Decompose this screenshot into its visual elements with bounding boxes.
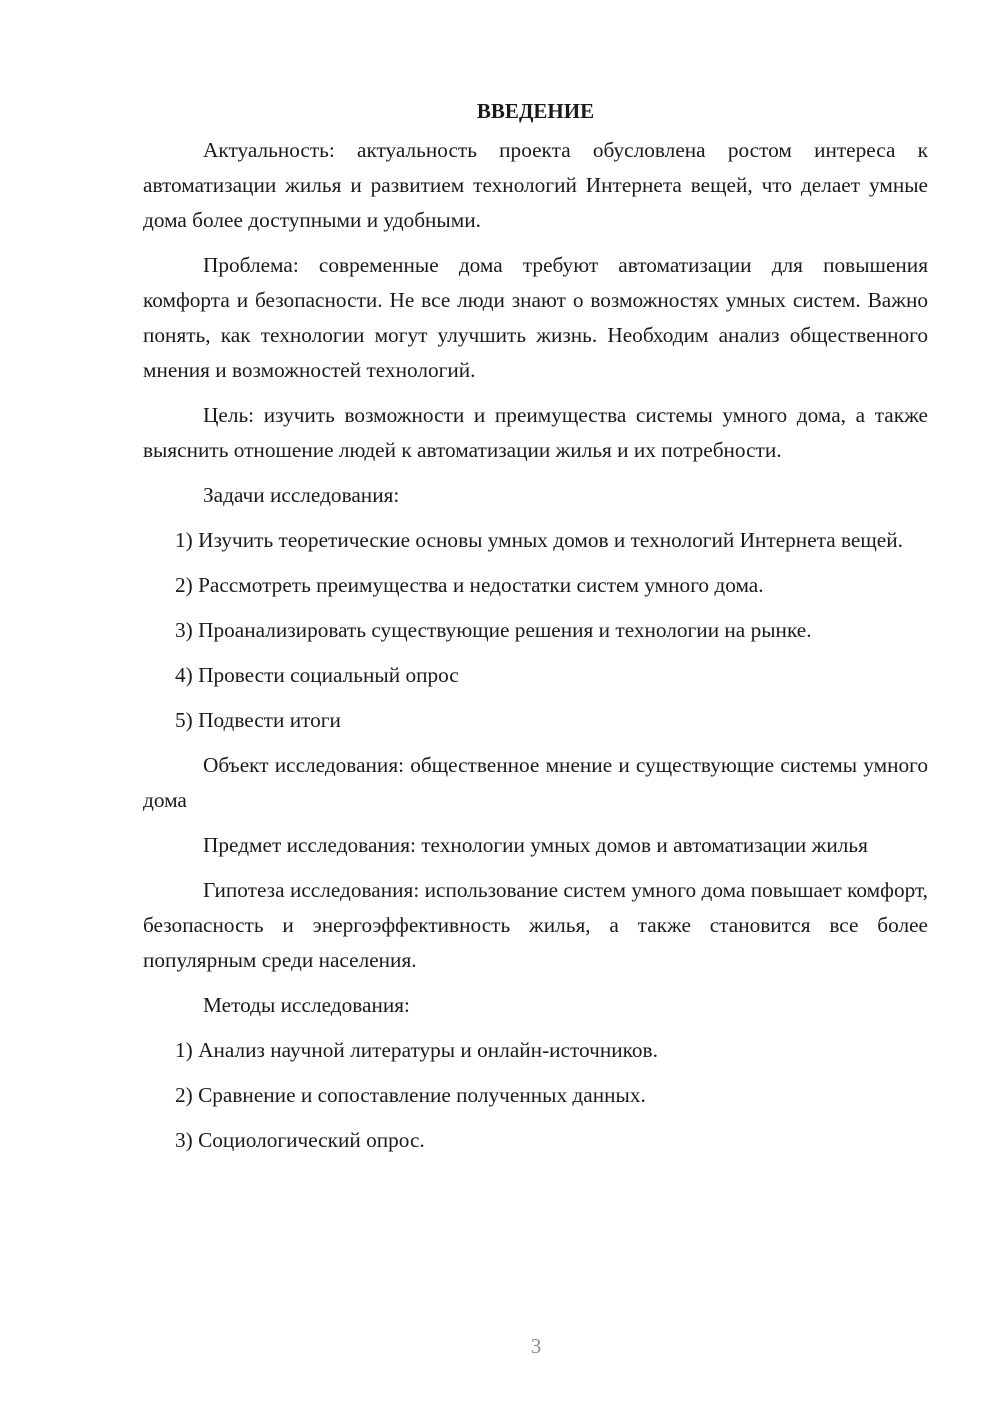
task-item: 2) Рассмотреть преимущества и недостатки систем умного дома. xyxy=(175,573,764,597)
task-item: 5) Подвести итоги xyxy=(175,708,341,732)
subject-paragraph: Предмет исследования: технологии умных домов и автоматизации жилья xyxy=(203,833,868,857)
page-content xyxy=(143,98,928,1168)
method-item: 1) Анализ научной литературы и онлайн-источников. xyxy=(175,1038,658,1062)
method-item: 2) Сравнение и сопоставление полученных данных. xyxy=(175,1083,646,1107)
object-paragraph: Объект исследования: общественное мнение и существующие системы умного дома xyxy=(143,753,928,812)
tasks-title: Задачи исследования: xyxy=(203,483,400,507)
goal-paragraph: Цель: изучить возможности и преимущества системы умного дома, а также выяснить отношение людей к автоматизации жилья и их потребности. xyxy=(143,403,928,462)
task-item: 4) Провести социальный опрос xyxy=(175,663,459,687)
methods-title: Методы исследования: xyxy=(203,993,410,1017)
relevance-paragraph: Актуальность: актуальность проекта обусловлена ростом интереса к автоматизации жилья и развитием технологий Интернета вещей, что делает умные дома более доступными и удобными. xyxy=(143,138,928,232)
task-item: 3) Проанализировать существующие решения и технологии на рынке. xyxy=(175,618,812,642)
problem-paragraph: Проблема: современные дома требуют автоматизации для повышения комфорта и безопасности. Не все люди знают о возможностях умных систем. Важно понять, как технологии могут улучшить жизнь. Необходим анализ общественного мнения и возможностей технологий. xyxy=(143,253,928,382)
task-item: 1) Изучить теоретические основы умных домов и технологий Интернета вещей. xyxy=(175,528,903,552)
hypothesis-paragraph: Гипотеза исследования: использование систем умного дома повышает комфорт, безопасность и энергоэффективность жилья, а также становится все более популярным среди населения. xyxy=(143,878,928,972)
page-number: 3 xyxy=(530,1334,542,1358)
method-item: 3) Социологический опрос. xyxy=(175,1128,425,1152)
page-heading: ВВЕДЕНИЕ xyxy=(476,99,595,123)
